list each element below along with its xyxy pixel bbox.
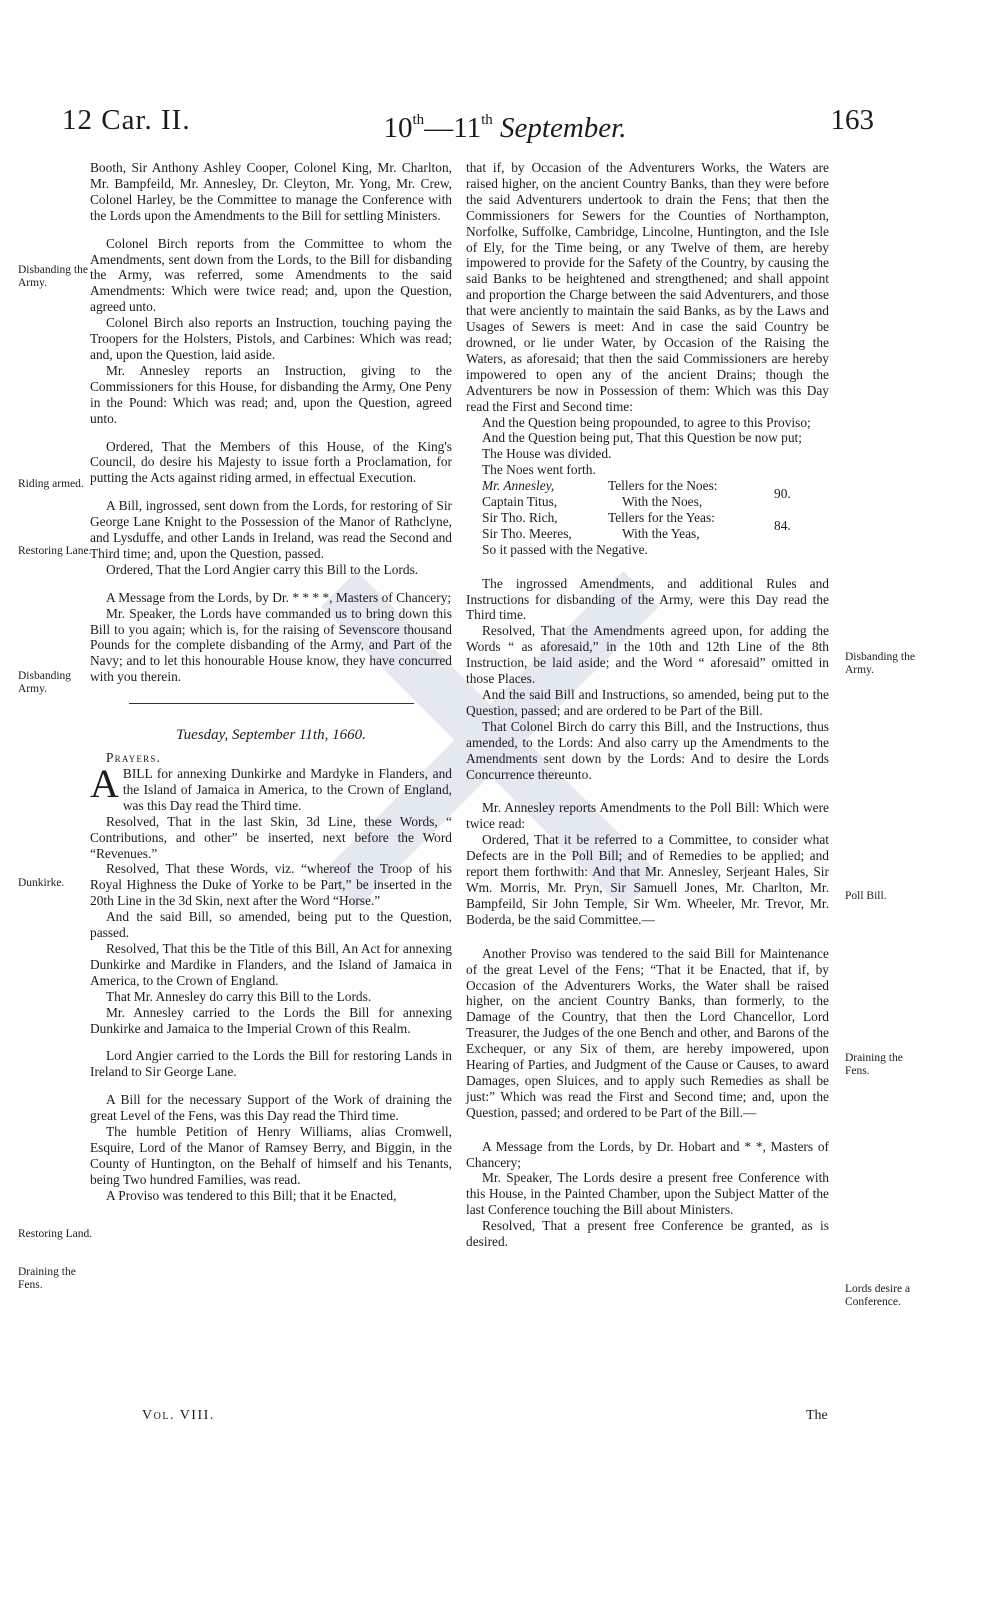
volume-footer: Vol. VIII. — [142, 1408, 215, 1423]
header-reign: 12 Car. II. — [62, 104, 191, 136]
teller-label: Tellers for the Noes: — [608, 478, 718, 494]
right-para: And the Question being put, That this Question be now put; — [482, 430, 802, 446]
right-para: And the said Bill and Instructions, so amended, being put to the Question, passed; and are ordered to be Part of the Bill. — [466, 687, 829, 718]
margin-note-dunkirke: Dunkirke. — [18, 877, 65, 889]
left-para: Resolved, That in the last Skin, 3d Line, these Words, “ Contributions, and other” be inserted, next before the Word “Revenues.” — [90, 813, 452, 861]
margin-note-draining-fens: Draining the Fens. — [18, 1266, 76, 1291]
yeas-count: 84. — [774, 517, 791, 533]
left-para: Colonel Birch reports from the Committee to whom the Amendments, sent down from the Lords, to the Bill for disbanding the Army, was referred, some Amendments to the said Amendments: Which were twice read; and, upon the Question, agreed unto. — [90, 235, 452, 315]
right-para: A Message from the Lords, by Dr. Hobart and * *, Masters of Chancery; — [466, 1138, 829, 1170]
right-para: Resolved, That a present free Conference be granted, as is desired. — [466, 1218, 829, 1250]
left-para-dunkirke — [90, 761, 452, 814]
margin-note-disbanding-army-3: Disbanding the Army. — [845, 651, 915, 676]
right-para: that if, by Occasion of the Adventurers Works, the Waters are raised higher, on the ancient Country Banks, than they were before the said Adventurers undertook to drain the Fens; that then the Commissioners for Sewers for the Counties of Northampton, Norfolke, Suffolke, Cambridge, Lincolne, Huntington, and the Isle of Ely, for the Time being, or any Twelve of them, are hereby impowered to provide for the Safety of the Country, by causing the said Banks to be heightened and strengthened; and shall appoint and proportion the Charge between the said Adventurers, and those that were anciently to maintain the said Banks, as by the Laws and Usages of Sewers is meet: And in case the said Country be drowned, or lie under Water, by Occasion of the Raising the Waters, as aforesaid; that then the said Commissioners are hereby impowered to open any of the ancient Drains; though the Adventurers be now in Possession of them: Which was this Day read the First and Second time: — [466, 160, 829, 414]
right-para: Mr. Annesley reports Amendments to the Poll Bill: Which were twice read: — [466, 800, 829, 832]
margin-note-restoring-land: Restoring Land. — [18, 1228, 93, 1240]
left-para: And the said Bill, so amended, being put to the Question, passed. — [90, 909, 452, 941]
section-divider — [129, 703, 414, 704]
right-para: Resolved, That the Amendments agreed upon, for adding the Words “ as aforesaid,” in the 10th and 12th Line of the 8th Instruction, be laid aside; and the Word “ aforesaid” omitted in those Places. — [466, 623, 829, 687]
left-para: The humble Petition of Henry Williams, alias Cromwell, Esquire, Lord of the Manor of Ramsey Berry, and Biggin, in the County of Huntington, on the Behalf of himself and his Tenants, being Two hundred Families, was read. — [90, 1124, 452, 1187]
right-para: The Noes went forth. — [482, 462, 596, 478]
left-para: Resolved, That these Words, viz. “whereof the Troop of his Royal Highness the Duke of Yorke to be Part,” be inserted in the 20th Line in the 3d Skin, next after the Word “Horse.” — [90, 861, 452, 909]
right-para: Another Proviso was tendered to the said Bill for Maintenance of the great Level of the Fens; “That it be Enacted, that if, by Occasion of the Adventurers Works, the Water shall be raised higher, on the ancient Country Banks, than formerly, to the Damage of the Country, that then the Lord Chancellor, Lord Treasurer, the Judges of the one Bench and other, and Barons of the Exchequer, or any Six of them, are hereby impowered, upon Hearing of Parties, and Judgment of the Cause or Causes, to award Damages, open Sluices, and to apply such Remedies as shall be just:” Which was read the First and Second time; and, upon the Question, passed; and ordered to be Part of the Bill.— — [466, 945, 829, 1120]
left-column — [90, 160, 452, 1204]
header-day-a: 10 — [383, 112, 413, 144]
tellers-table — [466, 478, 814, 542]
left-para: A Bill, ingrossed, sent down from the Lords, for restoring of Sir George Lane Knight to the Possession of the Manor of Rathclyne, and Lysduffe, and other Lands in Ireland, was read the Second and Third time; and, upon the Question, passed. — [90, 498, 452, 561]
margin-note-riding-armed: Riding armed. — [18, 478, 84, 490]
margin-note-disbanding-army: Disbanding the Army. — [18, 264, 88, 289]
catchword: The — [806, 1408, 828, 1423]
right-para: Mr. Speaker, The Lords desire a present free Conference with this House, in the Painted Chamber, upon the Subject Matter of the last Conference touching the Bill about Ministers. — [466, 1170, 829, 1218]
right-para: That Colonel Birch do carry this Bill, and the Instructions, thus amended, to the Lords: And also carry up the Amendments to the Amendments sent down by the Lords: And to desire the Lords Concurrence thereunto. — [466, 718, 829, 782]
right-para: So it passed with the Negative. — [482, 541, 648, 557]
teller-label: With the Noes, — [622, 494, 703, 510]
right-para: Ordered, That it be referred to a Committee, to consider what Defects are in the Poll Bill; and of Remedies to be applied; and report them forthwith: And that Mr. Annesley, Serjeant Hales, Sir Wm. Morris, Mr. Pryn, Sir Samuell Jones, Mr. Charlton, Mr. Bampfeild, Sir John Temple, Sir Wm. Wheeler, Mr. Trevor, Mr. Boderda, be the said Committee.— — [466, 832, 829, 927]
left-para: Colonel Birch also reports an Instruction, touching paying the Troopers for the Holsters, Pistols, and Carbines: Which was read; and, upon the Question, laid aside. — [90, 315, 452, 362]
prayers-heading: Prayers. — [106, 750, 162, 766]
left-para: Ordered, That the Lord Angier carry this Bill to the Lords. — [106, 561, 419, 577]
left-para: A Message from the Lords, by Dr. * * * *, Masters of Chancery; — [106, 589, 452, 605]
left-para: Mr. Annesley reports an Instruction, giving to the Commissioners for this House, for disbanding the Army, One Peny in the Pound: Which was read; and, upon the Question, agreed unto. — [90, 362, 452, 426]
date-heading: Tuesday, September 11th, 1660. — [176, 727, 366, 744]
teller-label: With the Yeas, — [622, 525, 700, 541]
drop-cap: A — [90, 761, 119, 806]
margin-note-disbanding-army-2: Disbanding Army. — [18, 670, 72, 695]
margin-note-restoring-lane: Restoring Lane. — [18, 545, 92, 557]
margin-note-draining-fens-2: Draining the Fens. — [845, 1052, 903, 1077]
left-para: Booth, Sir Anthony Ashley Cooper, Colonel King, Mr. Charlton, Mr. Bampfeild, Mr. Annesley, Dr. Cleyton, Mr. Yong, Mr. Crew, Colonel Harley, be the Committee to manage the Conference with the Lords upon the Amendments to the Bill for settling Ministers. — [90, 160, 452, 223]
left-para: That Mr. Annesley do carry this Bill to the Lords. — [106, 988, 372, 1004]
dunkirke-bill-text: BILL for annexing Dunkirke and Mardyke in Flanders, and the Island of Jamaica in America, to the Crown of England, was this Day read the Third time. — [122, 766, 452, 813]
noes-count: 90. — [774, 486, 791, 502]
left-para: Ordered, That the Members of this House, of the King's Council, do desire his Majesty to issue forth a Proclamation, for putting the Acts against riding armed, in effectual Execution. — [90, 438, 452, 486]
teller-name: Sir Tho. Rich, — [482, 509, 558, 525]
left-para: Resolved, That this be the Title of this Bill, An Act for annexing Dunkirke and Mardike in Flanders, and the Island of Jamaica in America, to the Crown of England. — [90, 940, 452, 988]
teller-name: Sir Tho. Meeres, — [482, 525, 572, 541]
header-day-a-sup: th — [412, 112, 425, 128]
right-para: The ingrossed Amendments, and additional Rules and Instructions for disbanding of the Army, were this Day read the Third time. — [466, 575, 829, 623]
teller-label: Tellers for the Yeas: — [608, 509, 715, 525]
left-para: Mr. Annesley carried to the Lords the Bill for annexing Dunkirke and Jamaica to the Imperial Crown of this Realm. — [90, 1004, 452, 1036]
teller-name: Captain Titus, — [482, 494, 558, 510]
page-number: 163 — [830, 104, 874, 136]
header-date-range — [335, 100, 675, 148]
left-para: A Proviso was tendered to this Bill; that it be Enacted, — [106, 1187, 397, 1203]
left-para: Mr. Speaker, the Lords have commanded us to bring down this Bill to you again; which is, for the raising of Sevenscore thousand Pounds for the complete disbanding of the Army, and Part of the Navy; and to let this honourable House know, they have concurred with you therein. — [90, 605, 452, 685]
margin-note-lords-conference: Lords desire a Conference. — [845, 1283, 911, 1308]
right-para: The House was divided. — [482, 446, 612, 462]
left-para: Lord Angier carried to the Lords the Bill for restoring Lands in Ireland to Sir George Lane. — [90, 1048, 452, 1080]
header-day-b-sup: th — [481, 112, 493, 128]
header-dash: —11 — [424, 112, 482, 144]
teller-name: Mr. Annesley, — [482, 478, 555, 494]
margin-note-poll-bill: Poll Bill. — [845, 890, 887, 902]
header-month: September. — [500, 112, 627, 144]
left-para: A Bill for the necessary Support of the Work of draining the great Level of the Fens, was this Day read the Third time. — [90, 1092, 452, 1124]
right-column — [466, 160, 829, 1250]
right-para: And the Question being propounded, to agree to this Proviso; — [482, 414, 811, 430]
